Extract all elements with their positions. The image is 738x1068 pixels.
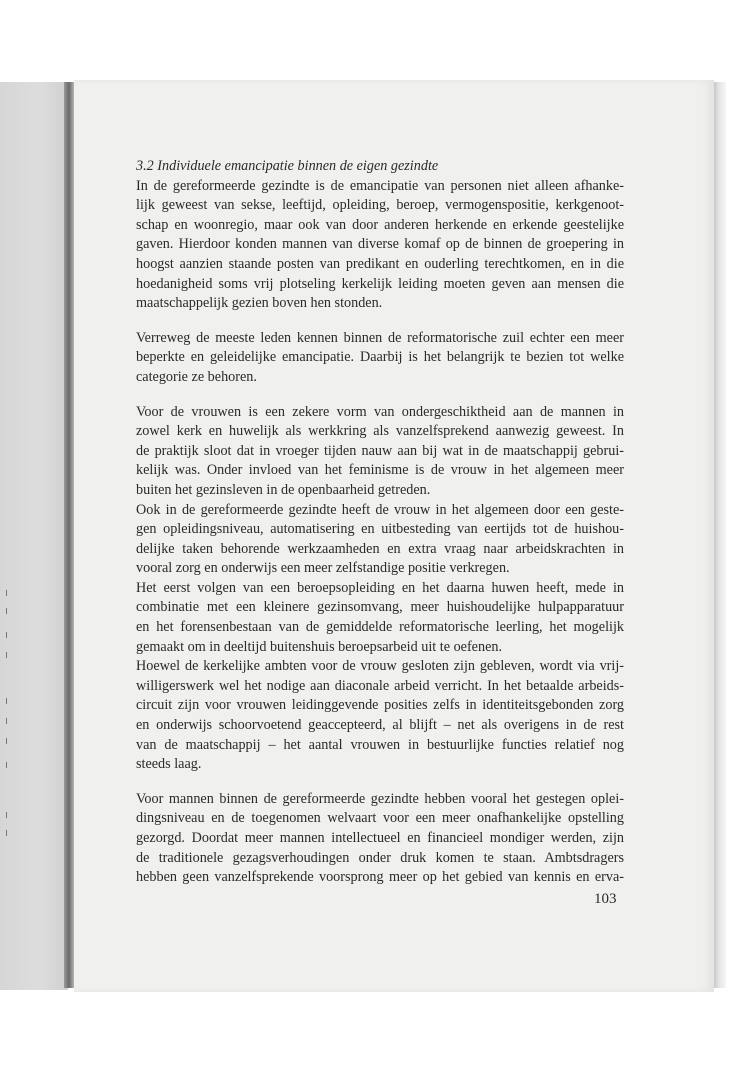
- text-line: Ook in de gereformeerde gezindte heeft de vrouw in het algemeen door een geste-: [136, 501, 624, 518]
- text-line: maatschappelijk gezien boven hen stonden.: [136, 295, 383, 312]
- text-line: zowel kerk en huwelijk als werkkring als vanzelfsprekend aanwezig geweest. In: [136, 423, 624, 440]
- paragraph-gap: [136, 775, 624, 790]
- text-line: buiten het gezinsleven in de openbaarheid getreden.: [136, 481, 431, 498]
- page-text: [136, 157, 624, 888]
- paragraph: [136, 177, 624, 314]
- text-line: gen opleidingsniveau, automatisering en uitbesteding van eertijds tot de huishou-: [136, 521, 624, 538]
- text-line: kelijk was. Onder invloed van het feminisme is de vrouw in het algemeen meer: [136, 462, 624, 479]
- text-line: beperkte en geleidelijke emancipatie. Daarbij is het belangrijk te bezien tot welke: [136, 349, 624, 366]
- paragraphs: [136, 177, 624, 888]
- page-number: 103: [594, 891, 617, 907]
- paragraph: [136, 329, 624, 388]
- text-line: Het eerst volgen van een beroepsopleiding en het daarna huwen heeft, mede in: [136, 579, 624, 596]
- text-line: Voor mannen binnen de gereformeerde gezindte hebben vooral het gestegen oplei-: [136, 790, 624, 807]
- paragraph: [136, 403, 624, 775]
- text-line: dingsniveau en de toegenomen welvaart voor een meer onafhankelijke opstelling: [136, 810, 624, 827]
- text-line: de praktijk sloot dat in vroeger tijden nauw aan bij wat in de maatschappij gebrui-: [136, 442, 624, 459]
- paragraph-gap: [136, 388, 624, 403]
- text-line: schap en woonregio, maar ook van door anderen herkende en erkende geestelijke: [136, 216, 624, 233]
- text-line: willigerswerk wel het nodige aan diaconale arbeid verricht. In het betaalde arbeids-: [136, 677, 624, 694]
- book-spine-shadow: [64, 82, 74, 988]
- text-line: circuit zijn voor vrouwen leidinggevende posities zelfs in identiteitsgebonden zorg: [136, 697, 624, 714]
- paragraph-gap: [136, 314, 624, 329]
- text-line: hebben geen vanzelfsprekende voorsprong meer op het gebied van kennis en erva-: [136, 869, 624, 886]
- text-line: combinatie met een kleinere gezinsomvang, meer huishoudelijke hulpapparatuur: [136, 599, 624, 616]
- text-line: Hoewel de kerkelijke ambten voor de vrouw gesloten zijn gebleven, wordt via vrij-: [136, 658, 624, 675]
- text-line: Voor de vrouwen is een zekere vorm van ondergeschiktheid aan de mannen in: [136, 403, 624, 420]
- scan-background-left: [0, 82, 68, 990]
- text-line: Verreweg de meeste leden kennen binnen de reformatorische zuil echter een meer: [136, 329, 624, 346]
- text-line: steeds laag.: [136, 756, 202, 773]
- text-line: lijk geweest van sekse, leeftijd, opleiding, beroep, vermogenspositie, kerkgenoot-: [136, 197, 624, 214]
- text-line: en onderwijs schoorvoetend geaccepteerd, al blijft – net als overigens in de rest: [136, 717, 624, 734]
- section-heading: 3.2 Individuele emancipatie binnen de eigen gezindte: [136, 158, 439, 174]
- text-line: de traditionele gezagsverhoudingen onder druk komen te staan. Ambtsdragers: [136, 849, 624, 866]
- text-line: delijke taken behorende werkzaamheden en extra vraag naar arbeidskrachten in: [136, 540, 624, 557]
- text-line: hoogst aanzien staande posten van predikant en ouderling terechtkomen, en in die: [136, 255, 624, 272]
- text-line: gaven. Hierdoor konden mannen van diverse komaf op de binnen de groepering in: [136, 236, 624, 253]
- text-line: hoedanigheid soms vrij plotseling kerkelijk leiding moeten geven aan mensen die: [136, 275, 624, 292]
- text-line: vooral zorg en onderwijs een meer zelfstandige positie verkregen.: [136, 560, 510, 577]
- text-line: van de maatschappij – het aantal vrouwen in bestuurlijke functies relatief nog: [136, 736, 624, 753]
- text-line: In de gereformeerde gezindte is de emancipatie van personen niet alleen afhanke-: [136, 177, 624, 194]
- text-line: en het forensenbestaan van de gemiddelde reformatorische leerling, het mogelijk: [136, 619, 624, 636]
- text-line: gezorgd. Doordat meer mannen intellectueel en financieel mondiger werden, zijn: [136, 830, 624, 846]
- page-edge-right: [714, 82, 726, 988]
- text-line: categorie ze behoren.: [136, 368, 257, 385]
- text-line: gemaakt om in deeltijd buitenshuis beroepsarbeid uit te oefenen.: [136, 638, 503, 655]
- paragraph: [136, 790, 624, 888]
